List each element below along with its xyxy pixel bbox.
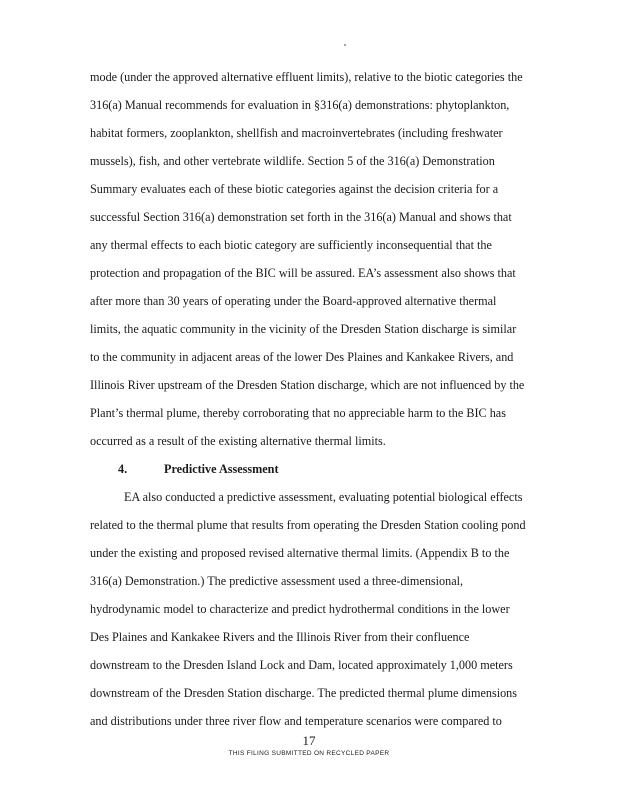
text-line: EA also conducted a predictive assessment, evaluating potential biological effects (124, 490, 523, 504)
text-line: after more than 30 years of operating under the Board-approved alternative thermal (90, 294, 497, 308)
section-title: Predictive Assessment (164, 462, 279, 476)
text-line: successful Section 316(a) demonstration set forth in the 316(a) Manual and shows that (90, 210, 512, 224)
text-line: mussels), fish, and other vertebrate wildlife. Section 5 of the 316(a) Demonstration (90, 154, 495, 168)
text-line: and distributions under three river flow and temperature scenarios were compared to (90, 714, 502, 728)
text-line: downstream to the Dresden Island Lock and Dam, located approximately 1,000 meters (90, 658, 513, 672)
scan-speck (344, 44, 346, 46)
section-heading (90, 455, 530, 483)
text-line: to the community in adjacent areas of the lower Des Plaines and Kankakee Rivers, and (90, 350, 514, 364)
text-line: mode (under the approved alternative effluent limits), relative to the biotic categories the (90, 70, 523, 84)
text-line: Illinois River upstream of the Dresden Station discharge, which are not influenced by the (90, 378, 525, 392)
text-line: occurred as a result of the existing alternative thermal limits. (90, 434, 386, 448)
text-line: 316(a) Demonstration.) The predictive assessment used a three-dimensional, (90, 574, 464, 588)
text-line: hydrodynamic model to characterize and predict hydrothermal conditions in the lower (90, 602, 510, 616)
text-line: related to the thermal plume that results from operating the Dresden Station cooling pond (90, 518, 526, 532)
text-line: habitat formers, zooplankton, shellfish and macroinvertebrates (including freshwater (90, 126, 503, 140)
body-text (90, 63, 530, 735)
text-line: 316(a) Manual recommends for evaluation in §316(a) demonstrations: phytoplankton, (90, 98, 510, 112)
text-line: Summary evaluates each of these biotic categories against the decision criteria for a (90, 182, 499, 196)
paragraph-2 (90, 483, 530, 735)
text-line: protection and propagation of the BIC will be assured. EA’s assessment also shows that (90, 266, 516, 280)
paragraph-1 (90, 63, 530, 455)
text-line: limits, the aquatic community in the vicinity of the Dresden Station discharge is similar (90, 322, 517, 336)
text-line: any thermal effects to each biotic category are sufficiently inconsequential that the (90, 238, 492, 252)
section-number: 4. (118, 462, 128, 476)
text-line: Plant’s thermal plume, thereby corroborating that no appreciable harm to the BIC has (90, 406, 506, 420)
text-line: Des Plaines and Kankakee Rivers and the Illinois River from their confluence (90, 630, 470, 644)
page-number: 17 (302, 733, 316, 748)
text-line: downstream of the Dresden Station discharge. The predicted thermal plume dimensions (90, 686, 518, 700)
recycled-paper-footer: THIS FILING SUBMITTED ON RECYCLED PAPER (228, 750, 390, 757)
text-line: under the existing and proposed revised alternative thermal limits. (Appendix B to the (90, 546, 510, 560)
